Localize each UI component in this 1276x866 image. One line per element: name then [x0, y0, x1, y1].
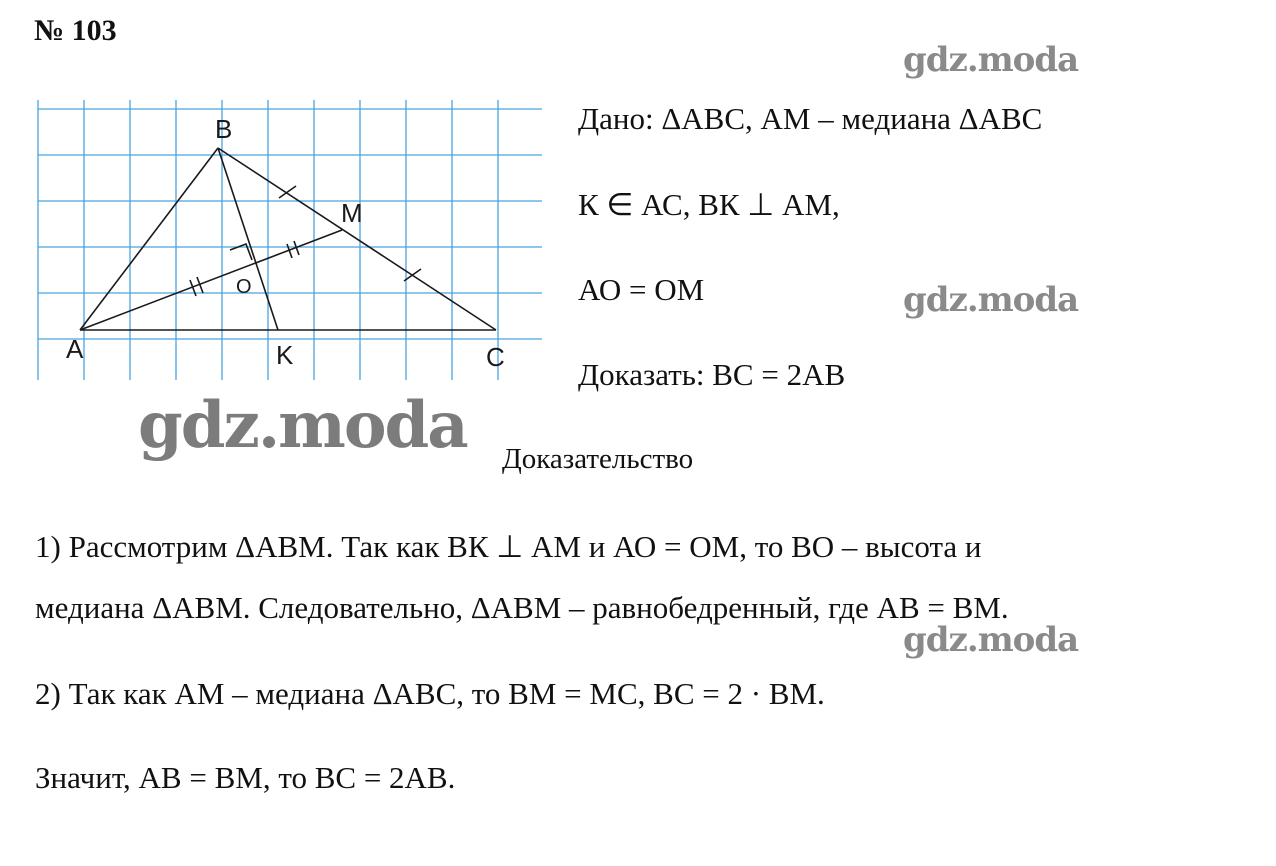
label-o: O	[236, 276, 252, 298]
median-am	[80, 230, 342, 330]
segment-bk	[218, 148, 278, 330]
grid-paper	[38, 100, 542, 380]
conclusion: Значит, АВ = ВМ, то ВС = 2АВ.	[35, 760, 456, 795]
label-c: C	[486, 342, 505, 372]
proof-heading: Доказательство	[502, 443, 694, 475]
proof-step-2: 2) Так как АМ – медиана ΔАВС, то ВМ = МС, ВС = 2 · ВМ.	[35, 676, 825, 711]
problem-number: № 103	[34, 14, 117, 47]
label-m: M	[341, 198, 363, 228]
watermark: gdz.moda	[903, 280, 1079, 320]
watermark-large: gdz.moda	[138, 388, 467, 463]
side-bc	[218, 148, 496, 330]
side-ab	[80, 148, 218, 330]
watermark: gdz.moda	[903, 620, 1079, 660]
given-line-1: Дано: ΔАВС, АМ – медиана ΔАВС	[578, 101, 1043, 136]
label-b: B	[215, 114, 233, 144]
watermark: gdz.moda	[903, 40, 1079, 80]
label-a: A	[66, 334, 84, 364]
given-line-3: АО = ОМ	[578, 272, 705, 307]
triangle-figure	[0, 0, 560, 400]
given-line-2: К ∈ АС, ВК ⊥ АМ,	[578, 187, 840, 222]
proof-step-1a: 1) Рассмотрим ΔАВМ. Так как ВК ⊥ АМ и АО = ОМ, то ВО – высота и	[35, 529, 982, 564]
label-k: K	[276, 340, 294, 370]
to-prove: Доказать: ВС = 2АВ	[578, 357, 846, 392]
proof-step-1b: медиана ΔАВМ. Следовательно, ΔАВМ – равнобедренный, где АВ = ВМ.	[35, 590, 1009, 625]
equal-mark-bm	[279, 186, 296, 198]
